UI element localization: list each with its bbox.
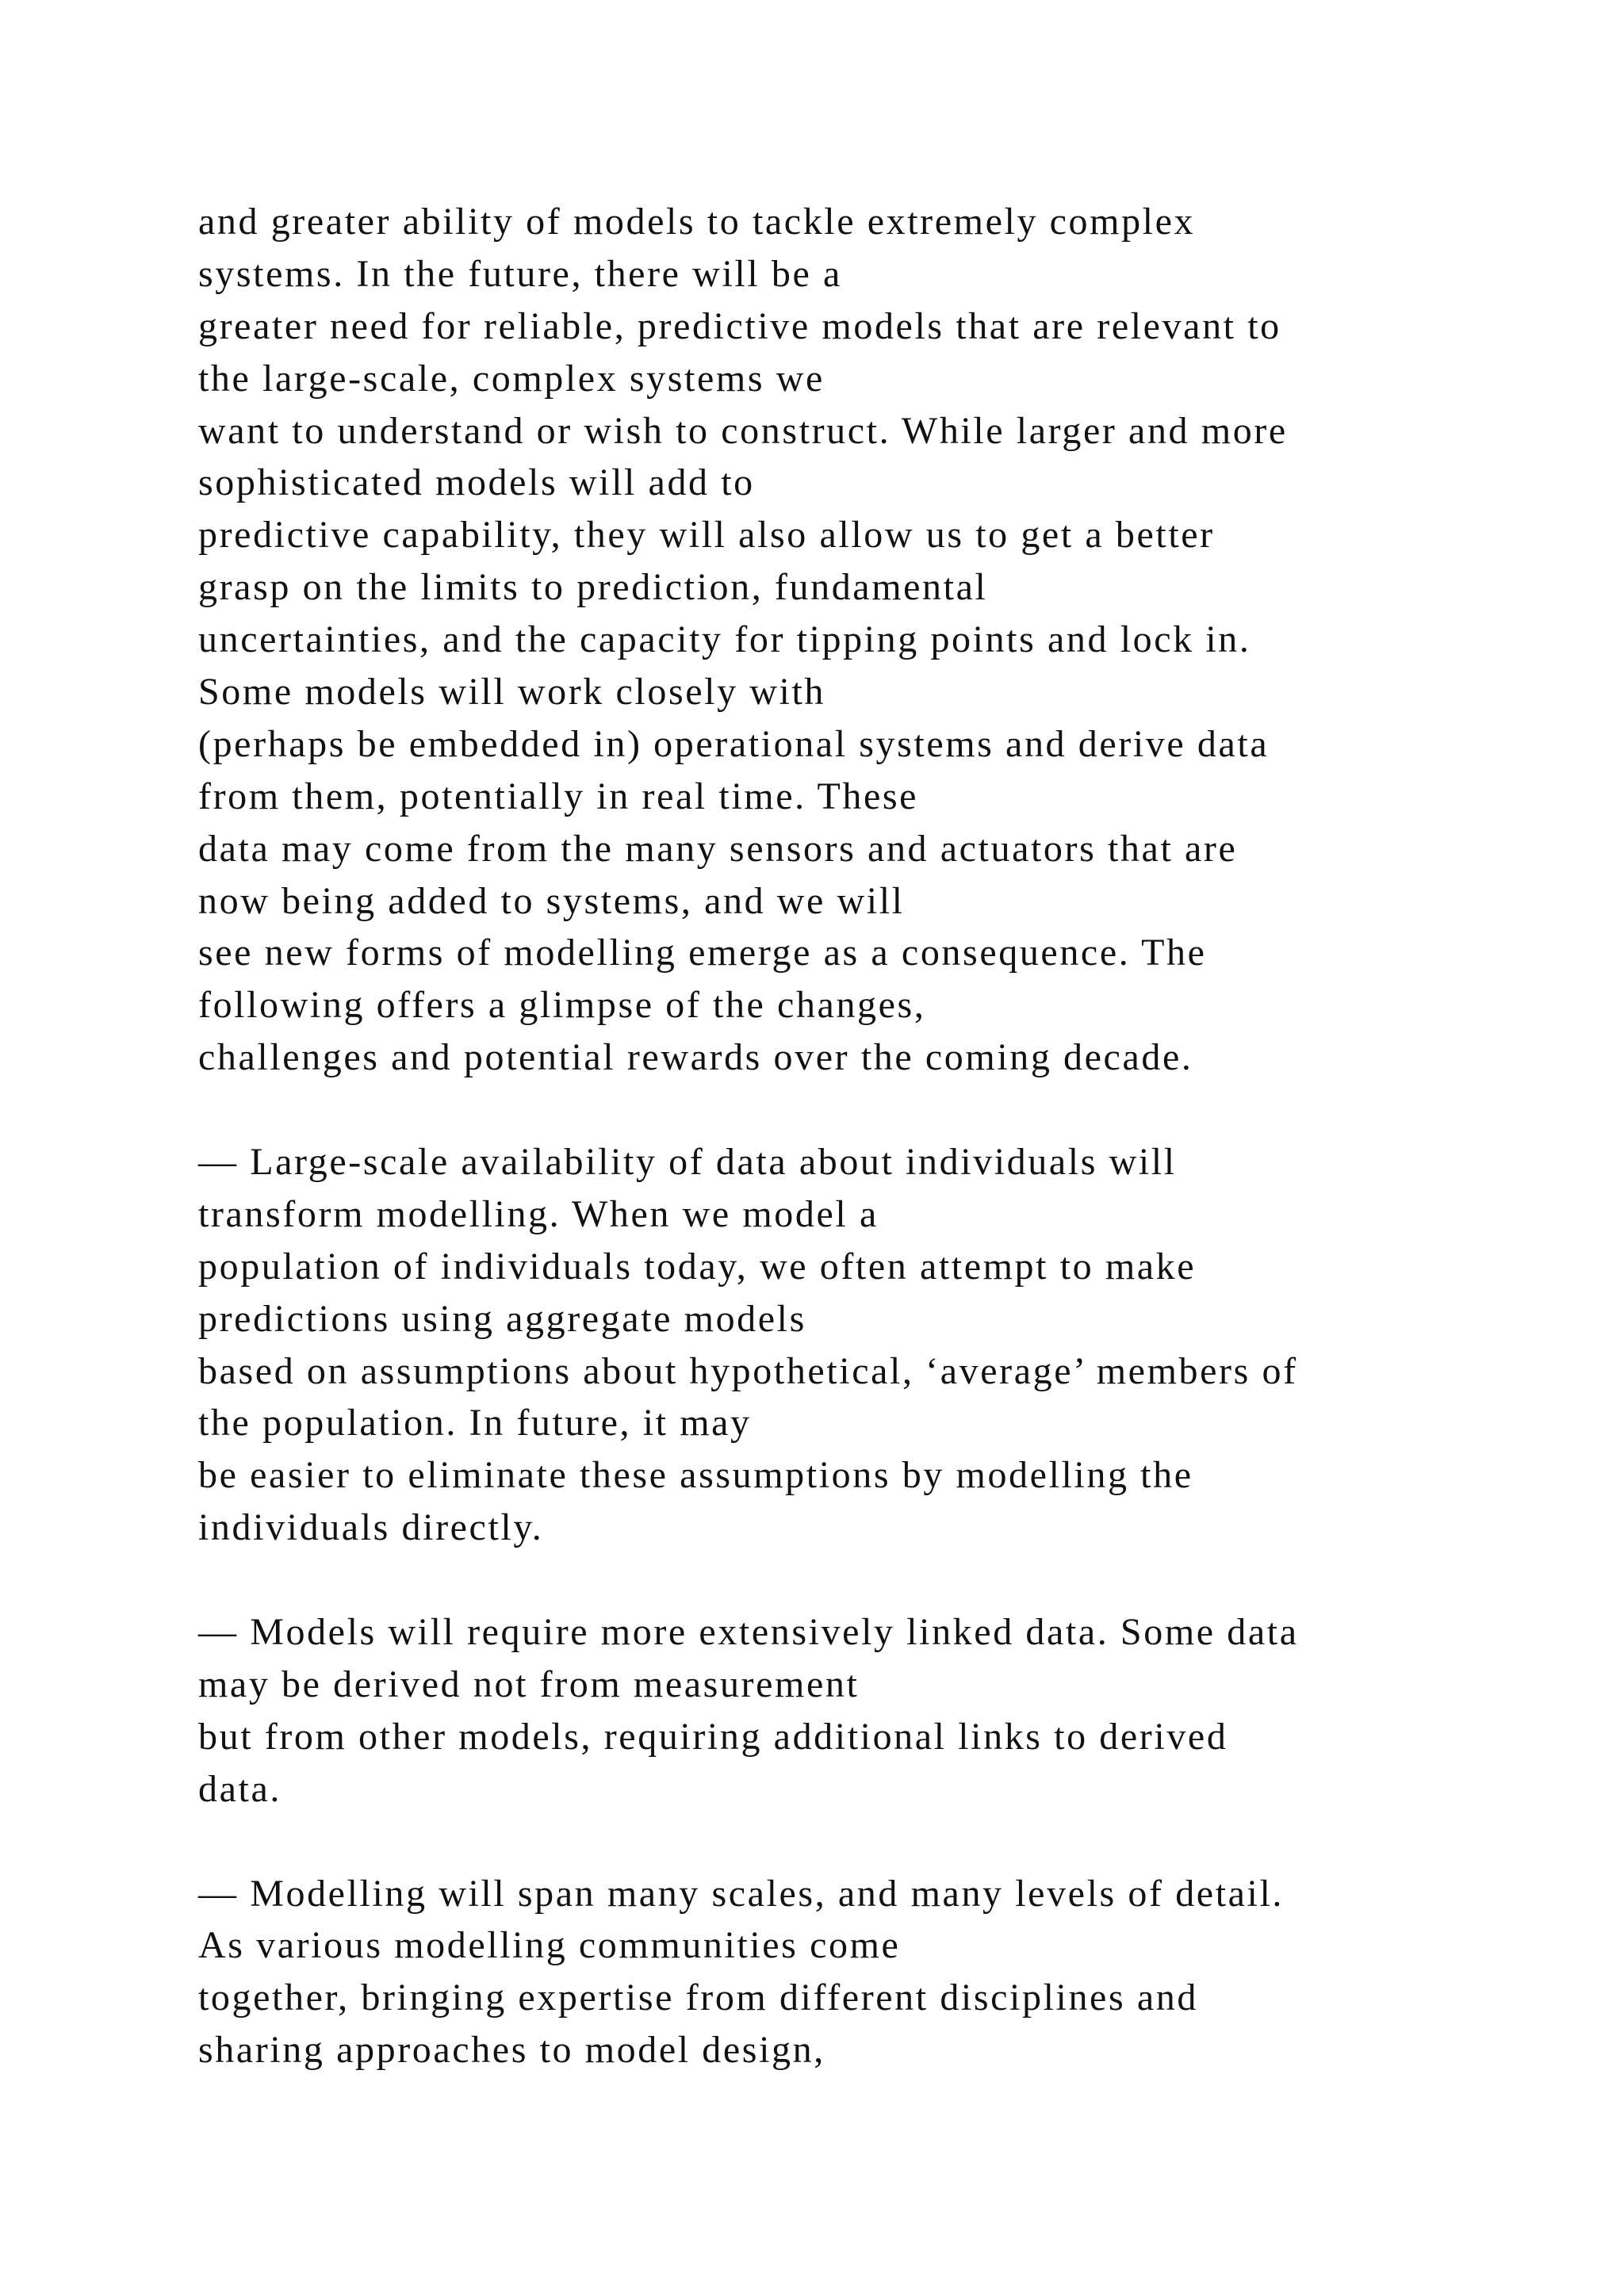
text-line: grasp on the limits to prediction, fundamental [198,566,988,609]
text-line: Some models will work closely with [198,671,826,714]
text-line: based on assumptions about hypothetical, ‘average’ members of [198,1349,1298,1392]
paragraph-break [198,1084,1546,1136]
text-line: see new forms of modelling emerge as a consequence. The [198,932,1207,974]
text-line: greater need for reliable, predictive models that are relevant to [198,304,1281,347]
text-line: sophisticated models will add to [198,461,755,504]
text-line: (perhaps be embedded in) operational systems and derive data [198,722,1270,765]
text-line: and greater ability of models to tackle extremely complex [198,201,1196,243]
text-line: uncertainties, and the capacity for tipping points and lock in. [198,618,1251,661]
bullet-line: — Modelling will span many scales, and many levels of detail. [198,1872,1285,1915]
bullet-line: — Large-scale availability of data about individuals will [198,1141,1177,1184]
text-line: data may come from the many sensors and actuators that are [198,827,1238,870]
text-line: the large-scale, complex systems we [198,357,825,400]
text-line: may be derived not from measurement [198,1663,860,1705]
text-line: following offers a glimpse of the changes, [198,984,926,1027]
body-text [198,196,1546,2076]
text-line: sharing approaches to model design, [198,2029,825,2072]
text-line: now being added to systems, and we will [198,879,905,922]
text-line: be easier to eliminate these assumptions by modelling the [198,1454,1193,1497]
text-line: population of individuals today, we often attempt to make [198,1245,1197,1288]
text-line: challenges and potential rewards over the coming decade. [198,1036,1193,1079]
text-line: the population. In future, it may [198,1402,752,1445]
text-line: data. [198,1767,282,1810]
text-line: predictive capability, they will also allow us to get a better [198,514,1215,557]
text-line: together, bringing expertise from different disciplines and [198,1976,1198,2019]
text-line: individuals directly. [198,1506,544,1549]
text-line: from them, potentially in real time. These [198,775,919,817]
text-line: but from other models, requiring additional links to derived [198,1715,1228,1758]
paragraph-break [198,1554,1546,1606]
text-line: As various modelling communities come [198,1924,901,1967]
paragraph-break [198,1816,1546,1868]
text-line: predictions using aggregate models [198,1297,806,1340]
text-line: systems. In the future, there will be a [198,252,842,295]
text-line: want to understand or wish to construct. While larger and more [198,409,1288,452]
text-line: transform modelling. When we model a [198,1192,879,1235]
bullet-line: — Models will require more extensively linked data. Some data [198,1611,1299,1654]
